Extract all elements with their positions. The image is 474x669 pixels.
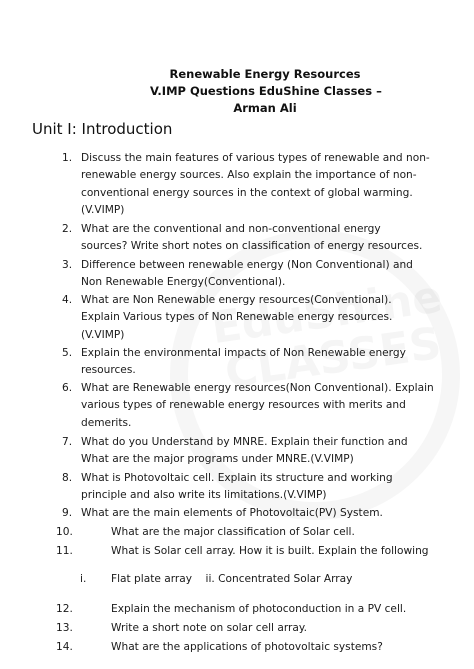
question-text: What are the conventional and non-conventional energy sources? Write short notes on classification of energy resources. xyxy=(81,223,423,253)
question-text: Flat plate array ii. Concentrated Solar Array xyxy=(111,573,353,585)
question-number: 2. xyxy=(62,223,73,235)
question-number: 11. xyxy=(56,545,73,557)
question-number: 6. xyxy=(62,382,73,394)
question-number: 5. xyxy=(62,347,73,359)
question-number: 8. xyxy=(62,472,73,484)
question-text: Explain the mechanism of photoconduction in a PV cell. xyxy=(111,603,407,615)
question-text: What are the main elements of Photovoltaic(PV) System. xyxy=(81,507,383,519)
question-number: 13. xyxy=(56,622,73,634)
question-number: 3. xyxy=(62,259,73,271)
title-line-2: V.IMP Questions EduShine Classes – xyxy=(150,84,382,98)
question-text: What are Renewable energy resources(Non Conventional). Explain various types of renewable energy resources with merits and demerits. xyxy=(81,382,434,429)
question-text: What are Non Renewable energy resources(Conventional). Explain Various types of Non Renewable energy resources.(V.VIMP) xyxy=(81,294,393,341)
question-number: 1. xyxy=(62,152,73,164)
unit-heading: Unit I: Introduction xyxy=(32,120,173,138)
question-text: What do you Understand by MNRE. Explain their function and What are the major programs under MNRE.(V.VIMP) xyxy=(81,436,408,466)
title-line-1: Renewable Energy Resources xyxy=(169,67,361,81)
question-text: What is Photovoltaic cell. Explain its structure and working principle and also write its limitations.(V.VIMP) xyxy=(81,472,393,502)
question-text: What are the major classification of Solar cell. xyxy=(111,526,355,538)
question-text: What is Solar cell array. How it is built. Explain the following xyxy=(111,545,429,557)
question-number: 4. xyxy=(62,294,73,306)
question-number: 10. xyxy=(56,526,73,538)
question-number: 9. xyxy=(62,507,73,519)
question-number: 14. xyxy=(56,641,73,653)
question-text: Difference between renewable energy (Non Conventional) and Non Renewable Energy(Conventional). xyxy=(81,259,413,289)
question-text: Discuss the main features of various types of renewable and non-renewable energy sources. Also explain the importance of non-conventional energy sources in the context of global warming.(V.VIMP) xyxy=(81,152,430,216)
document-title xyxy=(150,66,380,117)
question-text: Explain the environmental impacts of Non Renewable energy resources. xyxy=(81,347,406,377)
question-number: 7. xyxy=(62,436,73,448)
question-number: i. xyxy=(80,573,87,585)
question-text: What are the applications of photovoltaic systems? xyxy=(111,641,383,653)
title-line-3: Arman Ali xyxy=(233,101,297,115)
question-text: Write a short note on solar cell array. xyxy=(111,622,307,634)
question-number: 12. xyxy=(56,603,73,615)
